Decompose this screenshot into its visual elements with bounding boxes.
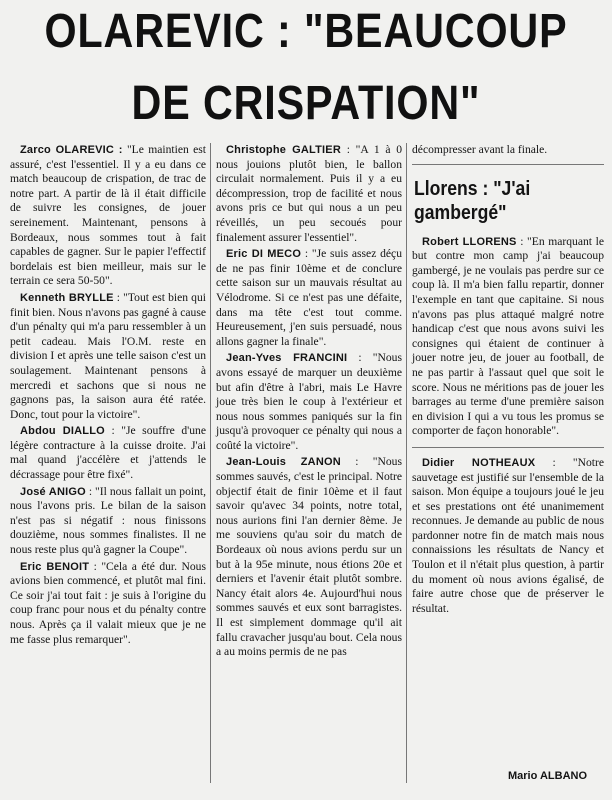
speaker-name: Kenneth BRYLLE <box>20 291 114 304</box>
quote-olarevic <box>10 143 206 289</box>
column-rule-2 <box>406 143 407 783</box>
speaker-name: Eric BENOIT <box>20 560 90 573</box>
quote-text: : "Nous avons essayé de marquer un deuxième but afin d'être à l'abri, mais Le Havre joue très bien le coup à l'extérieur et nous nous sommes paniqués sur la fin jusqu'à provoquer ce pénalty qui nous a coûté la victoire". <box>216 351 402 452</box>
quote-diallo <box>10 424 206 482</box>
section-divider <box>412 447 604 448</box>
quote-text: : "Tout est bien qui finit bien. Nous n'avons pas gagné à cause d'un pénalty qui m'a paru ressembler à un petit cadeau. Mais l'O.M. reste en division I et après une telle saison c'est un soulagement. Maintenant pensons à mercredi et sachons que si nous ne gagnons pas, la saison aura été ratée. Donc, tout pour la victoire". <box>10 290 206 421</box>
headline-line-1: OLAREVIC : "BEAUCOUP <box>44 5 568 58</box>
quote-text: "Le maintien est assuré, c'est l'essentiel. Il y a eu dans ce match beaucoup de crispation, de trac de notre part. A partir de là il était difficile de suivre les consignes, de jouer sereinement. Maintenant, pensons à Bordeaux, nous sommes tout à fait capables de gagner. Sur le papier l'effectif bordelais est bien meilleur, mais sur le terrain ce sera 50-50". <box>10 143 206 288</box>
headline-line-2: DE CRISPATION" <box>131 77 481 130</box>
article-column-3 <box>412 143 604 618</box>
quote-galtier <box>216 143 402 245</box>
speaker-name: Eric DI MECO <box>226 248 302 261</box>
subheading: Llorens : "J'ai gambergé" <box>414 177 531 224</box>
speaker-name: Abdou DIALLO <box>20 425 105 438</box>
article-column-1 <box>10 143 206 649</box>
speaker-name: Zarco OLAREVIC : <box>20 144 123 156</box>
author-signature: Mario ALBANO <box>508 770 588 782</box>
quote-llorens <box>412 235 604 439</box>
speaker-name: José ANIGO <box>20 485 86 498</box>
quote-text: : "En marquant le but contre mon camp j'ai beaucoup gambergé, je ne voulais pas perdre sur ce coup là. Il m'a bien fallu repartir, donner l'exemple en tant que capitaine. Si nous n'avons pas plus attaqué malgré notre handicap c'est que nous avons suivi les consignes qui étaient de continuer à jouer notre jeu, de jouer au football, de ne pas partir à l'assaut quel que soit le score. Nous ne méritions pas de jouer les barrages au terme d'une première saison en division I qui a vu tous les promus se comporter de façon honorable". <box>412 234 604 438</box>
section-divider <box>412 164 604 165</box>
speaker-name: Christophe GALTIER <box>226 144 341 156</box>
quote-anigo <box>10 485 206 558</box>
quote-text: : "Il nous fallait un point, nous l'avons pris. Le bilan de la saison n'est pas si négatif : nous finissons douzième, nous sommes finalistes. Il ne nous reste plus qu'à gagner la Coupe". <box>10 484 207 557</box>
speaker-name: Jean-Louis ZANON <box>226 456 341 469</box>
quote-di-meco <box>216 247 402 349</box>
quote-zanon <box>216 455 402 659</box>
speaker-name: Robert LLORENS <box>422 235 517 248</box>
continuation-text: décompresser avant la finale. <box>412 143 548 156</box>
quote-text: : "Notre sauvetage est justifié sur l'ensemble de la saison. Mon équipe a toujours joué le jeu et ses prestations ont été unanimement reconnues. Je demande au public de nous pardonner notre fin de match mais nous connaissions les résultats de Nancy et Toulon et il n'était plus question, à partir du moment où nous avions égalisé, de faire autre chose que de préserver le résultat. <box>412 455 604 615</box>
quote-text: : "Cela a été dur. Nous avions bien commencé, et plutôt mal fini. Ce soir j'ai tout fait : je suis à l'origine du coup franc pour nous et du pénalty contre nous. Après ça il valait mieux que je ne me fasse plus remarquer". <box>10 559 206 646</box>
quote-text: : "A 1 à 0 nous jouions plutôt bien, le ballon circulait normalement. Puis il y a eu décompression, trop de facilité et nous avons pris ce but qui nous a un peu réveillés, un peu secoués pour finalement assurer l'essentiel". <box>216 143 402 244</box>
column-rule-1 <box>210 143 211 783</box>
quote-francini <box>216 351 402 453</box>
quote-notheaux <box>412 456 604 617</box>
quote-text: : "Je suis assez déçu de ne pas finir 10ème et de conclure cette saison sur un mauvais résultat au Vélodrome. Si ce n'est pas une défaite, dans ma tête c'est tout comme. Heureusement, j'en suis persuadé, nous allons gagner la finale". <box>216 247 403 348</box>
speaker-name: Didier NOTHEAUX <box>422 456 536 469</box>
quote-benoit <box>10 560 206 648</box>
speaker-name: Jean-Yves FRANCINI <box>226 352 348 365</box>
article-column-2 <box>216 143 402 662</box>
quote-brylle <box>10 291 206 422</box>
quote-text: : "Je souffre d'une légère contracture à la cuisse droite. J'ai mal quand j'accélère et j'attends le décrassage pour être fixé". <box>10 424 206 482</box>
quote-text: : "Nous sommes sauvés, c'est le principal. Notre objectif était de finir 10ème et il faut savoir qu'avec 34 points, notre total, nous aurions fini l'an dernier 8ème. Je me souviens qu'au soir du match de Bordeaux où nous avions perdu sur un but à la 95e minute, nous étions 20e et derniers et l'avenir était plutôt sombre. Nancy était alors 4e. Aujourd'hui nous sommes sauvés et eux sont barragistes. Il est simplement dommage qu'il ait fallu cravacher jusqu'au bout. Cela nous a au moins permis de ne pas <box>216 455 402 659</box>
